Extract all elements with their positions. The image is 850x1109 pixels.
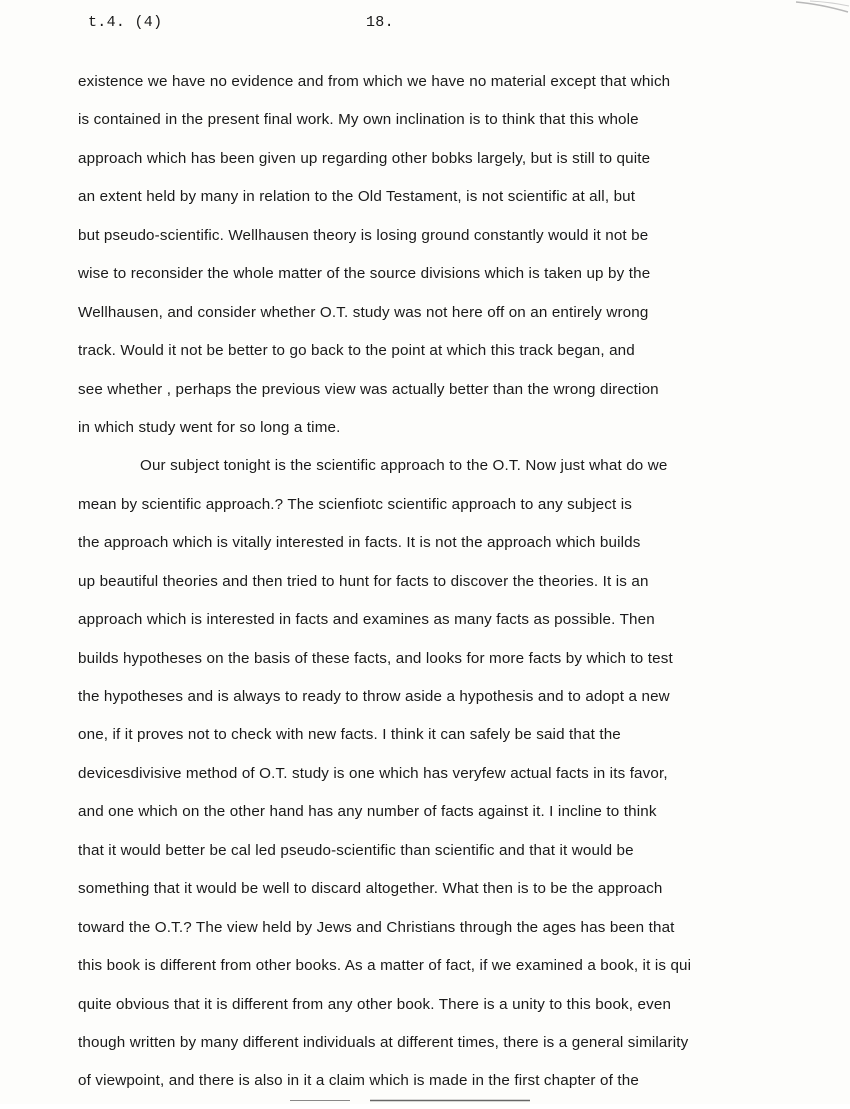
text-line: something that it would be well to discard altogether. What then is to be the approach [78,880,663,898]
text-line: track. Would it not be better to go back to the point at which this track began, and [78,342,635,360]
typed-manuscript-body [78,71,830,1109]
text-line: that it would better be cal led pseudo-scientific than scientific and that it would be [78,841,634,859]
corner-smudge [790,0,850,16]
text-line: and one which on the other hand has any number of facts against it. I incline to think [78,803,657,821]
text-line: approach which has been given up regarding other bobks largely, but is still to quite [78,149,651,167]
text-line: an extent held by many in relation to the Old Testament, is not scientific at all, but [78,188,636,206]
text-line: this book is different from other books. As a matter of fact, if we examined a book, it is qui [78,957,692,975]
text-line: but pseudo-scientific. Wellhausen theory is losing ground constantly would it not be [78,226,649,244]
text-line: in which study went for so long a time. [78,418,341,436]
text-line: wise to reconsider the whole matter of the source divisions which is taken up by the [78,265,651,283]
text-line: toward the O.T.? The view held by Jews and Christians through the ages has been that [78,918,675,936]
text-line: quite obvious that it is different from any other book. There is a unity to this book, even [78,995,672,1013]
text-line: the approach which is vitally interested in facts. It is not the approach which builds [78,534,641,552]
text-line: builds hypotheses on the basis of these facts, and looks for more facts by which to test [78,649,673,667]
text-line: of viewpoint, and there is also in it a claim which is made in the first chapter of the [78,1072,639,1090]
text-line: one, if it proves not to check with new facts. I think it can safely be said that the [78,726,621,744]
text-line: though written by many different individuals at different times, there is a general similarity [78,1033,689,1051]
text-line: mean by scientific approach.? The scienfiotc scientific approach to any subject is [78,495,632,513]
section-label: t.4. (4) [88,14,163,31]
text-line: see whether , perhaps the previous view was actually better than the wrong direction [78,380,659,398]
text-line: existence we have no evidence and from which we have no material except that which [78,73,671,90]
bottom-edge-mark [290,1099,530,1102]
text-line: up beautiful theories and then tried to hunt for facts to discover the theories. It is an [78,572,649,590]
page-number: 18. [366,14,394,31]
text-line: devicesdivisive method of O.T. study is one which has veryfew actual facts in its favor, [78,764,668,782]
text-line: is contained in the present final work. My own inclination is to think that this whole [78,111,639,129]
page-header [88,14,488,40]
paragraph-start-line: Our subject tonight is the scientific approach to the O.T. Now just what do we [140,457,668,475]
text-line: approach which is interested in facts and examines as many facts as possible. Then [78,611,655,629]
text-line: Wellhausen, and consider whether O.T. study was not here off on an entirely wrong [78,303,649,321]
text-line: the hypotheses and is always to ready to throw aside a hypothesis and to adopt a new [78,688,670,705]
